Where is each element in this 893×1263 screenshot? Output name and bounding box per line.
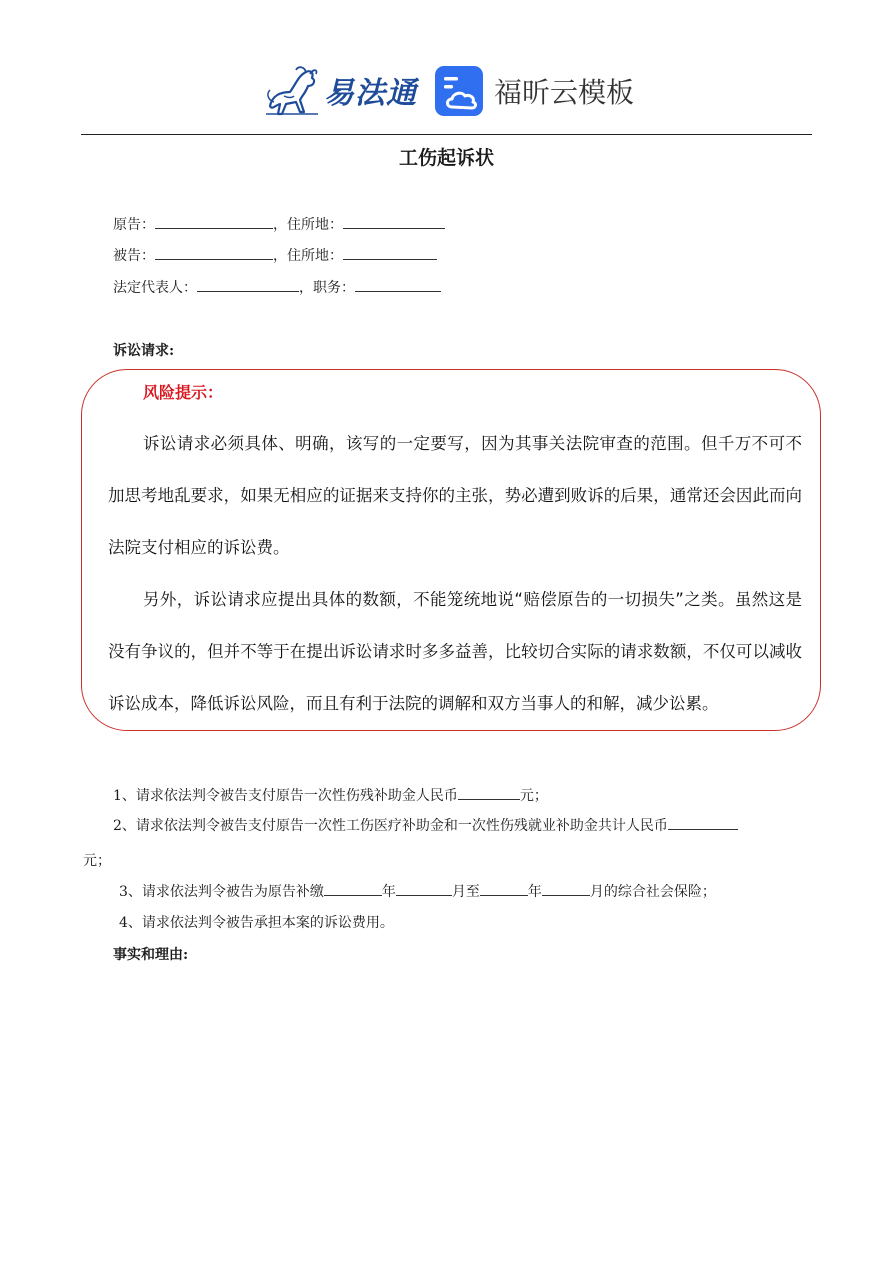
defendant-label: 被告：	[113, 248, 155, 264]
claim-3-month-label-1: 月至	[451, 884, 480, 900]
defendant-address-blank[interactable]	[343, 245, 437, 260]
claim-item-1	[113, 785, 548, 805]
risk-tip-paragraph-1: 诉讼请求必须具体、明确，该写的一定要写，因为其事关法院审查的范围。但千万不可不加思考地乱要求，如果无相应的证据来支持你的主张，势必遭到败诉的后果，通常还会因此而向法院支付相应的诉讼费。	[108, 434, 802, 557]
plaintiff-address-label: ，住所地：	[273, 217, 343, 233]
risk-tip-paragraph-2: 另外，诉讼请求应提出具体的数额，不能笼统地说“赔偿原告的一切损失”之类。虽然这是没有争议的，但并不等于在提出诉讼请求时多多益善，比较切合实际的请求数额，不仅可以减收诉讼成本，降低诉讼风险，而且有利于法院的调解和双方当事人的和解，减少讼累。	[108, 590, 802, 713]
legal-rep-label: 法定代表人：	[113, 280, 197, 296]
claim-1-text: 1、请求依法判令被告支付原告一次性伤残补助金人民币	[113, 788, 458, 804]
foxit-cloud-template-icon	[434, 65, 484, 117]
kylin-horse-logo-icon	[262, 62, 322, 118]
plaintiff-name-blank[interactable]	[155, 214, 273, 229]
yifatong-logo-text: 易法通	[324, 76, 417, 111]
claim-item-2	[113, 815, 738, 835]
legal-rep-line	[113, 277, 441, 297]
claim-3-year-label-2: 年	[527, 884, 542, 900]
claim-item-4: 4、请求依法判令被告承担本案的诉讼费用。	[119, 915, 394, 931]
position-blank[interactable]	[355, 277, 441, 292]
facts-heading: 事实和理由:	[113, 947, 189, 963]
position-label: ，职务：	[299, 280, 355, 296]
defendant-name-blank[interactable]	[155, 245, 273, 260]
plaintiff-address-blank[interactable]	[343, 214, 445, 229]
plaintiff-line	[113, 214, 445, 234]
claim-2-suffix: 元；	[83, 853, 111, 869]
claim-3-month-label-2: 月的综合社会保险；	[589, 884, 716, 900]
claims-heading: 诉讼请求:	[113, 343, 175, 359]
header-divider	[81, 134, 812, 135]
claim-1-suffix: 元；	[519, 788, 548, 804]
yifatong-logo	[262, 62, 417, 118]
foxit-template-logo	[434, 64, 634, 118]
defendant-line	[113, 245, 437, 265]
claim-2-text: 2、请求依法判令被告支付原告一次性工伤医疗补助金和一次性伤残就业补助金共计人民币	[113, 818, 668, 834]
risk-tip-title: 风险提示：	[143, 383, 224, 402]
claim-item-3	[119, 881, 716, 901]
claim-3-end-month-blank[interactable]	[542, 881, 590, 896]
claim-2-amount-blank[interactable]	[668, 815, 738, 830]
legal-rep-blank[interactable]	[197, 277, 299, 292]
claim-3-year-label-1: 年	[381, 884, 396, 900]
defendant-address-label: ，住所地：	[273, 248, 343, 264]
plaintiff-label: 原告：	[113, 217, 155, 233]
foxit-logo-text: 福昕云模板	[494, 76, 635, 109]
claim-3-text: 3、请求依法判令被告为原告补缴	[119, 884, 324, 900]
claim-1-amount-blank[interactable]	[458, 785, 520, 800]
document-title: 工伤起诉状	[398, 147, 494, 169]
claim-3-start-year-blank[interactable]	[324, 881, 382, 896]
claim-3-start-month-blank[interactable]	[396, 881, 452, 896]
claim-3-end-year-blank[interactable]	[480, 881, 528, 896]
